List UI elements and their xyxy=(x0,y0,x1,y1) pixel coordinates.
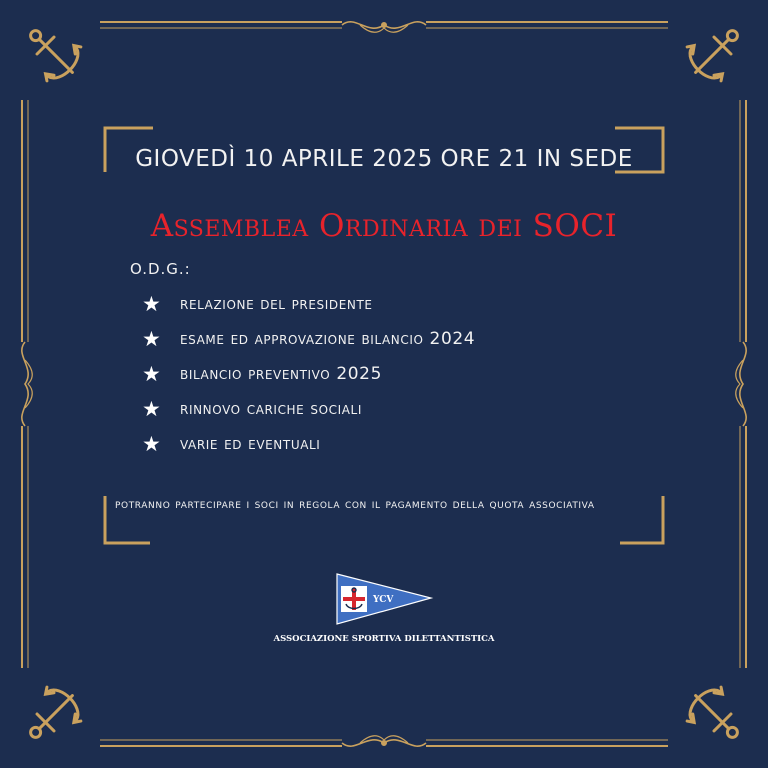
agenda-list xyxy=(142,286,475,461)
agenda-label: O.D.G.: xyxy=(130,260,191,278)
participation-notice: potranno partecipare i soci in regola con il pagamento della quota associativa xyxy=(115,496,595,512)
star-icon: ★ xyxy=(142,326,162,351)
logo-text: YCV xyxy=(373,595,394,605)
list-item xyxy=(142,286,475,321)
list-item xyxy=(142,321,475,356)
association-name: ASSOCIAZIONE SPORTIVA DILETTANTISTICA xyxy=(273,634,495,644)
list-item xyxy=(142,356,475,391)
star-icon: ★ xyxy=(142,291,162,316)
agenda-item-text: esame ed approvazione bilancio 2024 xyxy=(180,328,476,349)
agenda-item-text: rinnovo cariche sociali xyxy=(180,398,362,419)
star-icon: ★ xyxy=(142,431,162,456)
star-icon: ★ xyxy=(142,396,162,421)
star-icon: ★ xyxy=(142,361,162,386)
event-date-line: GIOVEDÌ 10 APRILE 2025 ORE 21 IN SEDE xyxy=(135,146,633,172)
list-item xyxy=(142,426,475,461)
club-logo xyxy=(335,572,435,628)
agenda-item-text: varie ed eventuali xyxy=(180,433,321,454)
page-title: Assemblea Ordinaria dei SOCI xyxy=(150,208,618,244)
list-item xyxy=(142,391,475,426)
agenda-item-text: relazione del presidente xyxy=(180,293,373,314)
agenda-item-text: bilancio preventivo 2025 xyxy=(180,363,382,384)
